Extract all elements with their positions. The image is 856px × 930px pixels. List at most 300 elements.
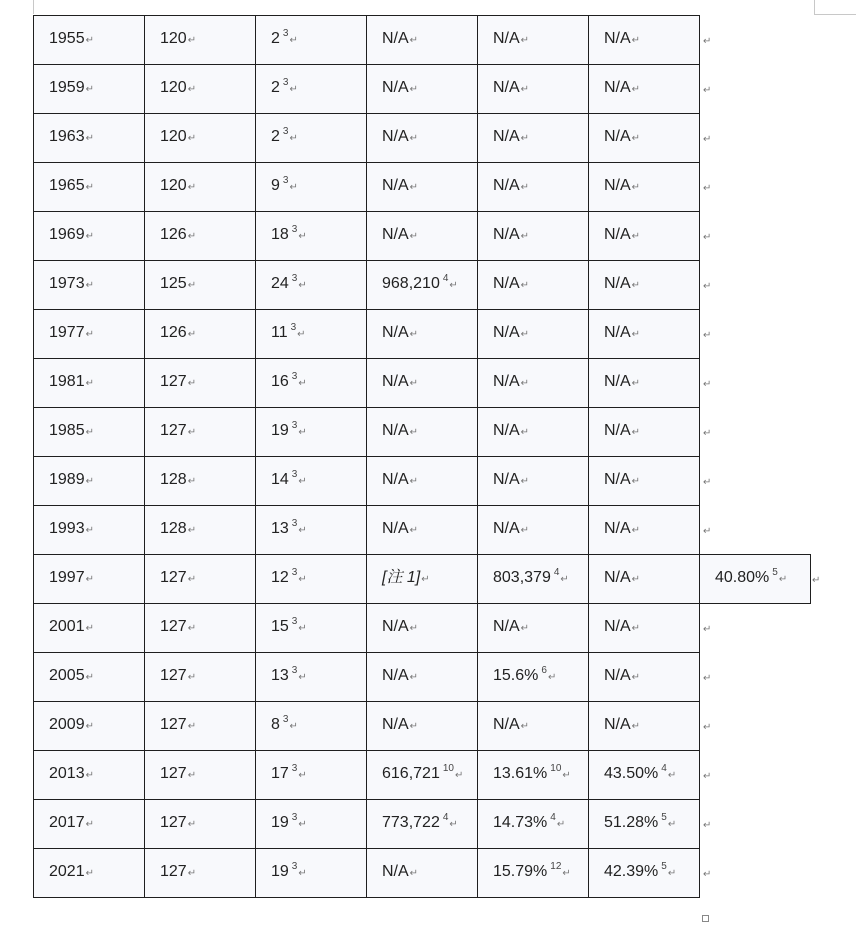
turnout-cell-text: N/A↵ xyxy=(604,373,641,390)
year-cell[interactable] xyxy=(34,212,145,261)
paragraph-mark: ↵ xyxy=(520,84,530,95)
value-cell-text: 24 $^3$↵ xyxy=(271,273,307,292)
paragraph-mark: ↵ xyxy=(298,280,307,291)
turnout-cell-text: N/A↵ xyxy=(604,471,641,488)
paragraph-mark: ↵ xyxy=(520,329,530,340)
share-cell-text: 14.73% $^4$↵ xyxy=(493,812,566,831)
year-cell[interactable] xyxy=(34,702,145,751)
paragraph-mark: ↵ xyxy=(187,476,197,487)
year-cell[interactable] xyxy=(34,653,145,702)
share-cell[interactable] xyxy=(478,212,589,261)
footnote-ref[interactable]: 3 xyxy=(291,763,298,774)
footnote-ref[interactable]: 3 xyxy=(291,665,298,676)
votes-cell-text: N/A↵ xyxy=(382,79,419,96)
seats-cell[interactable] xyxy=(145,751,256,800)
value-cell-text: 16 $^3$↵ xyxy=(271,371,307,390)
turnout-cell[interactable] xyxy=(589,212,700,261)
footnote-ref[interactable]: 10 xyxy=(550,763,562,774)
paragraph-mark: ↵ xyxy=(187,868,197,879)
turnout-cell[interactable] xyxy=(589,751,700,800)
footnote-ref[interactable]: 3 xyxy=(282,175,289,186)
share-cell[interactable] xyxy=(478,114,589,163)
year-cell-text: 2009↵ xyxy=(49,716,94,733)
table-row xyxy=(34,65,821,114)
value-cell-text: 2 $^3$↵ xyxy=(271,126,298,145)
end-of-row-mark: ↵ xyxy=(703,182,712,194)
seats-cell-text: 126↵ xyxy=(160,226,197,243)
votes-cell[interactable] xyxy=(367,114,478,163)
seats-cell[interactable] xyxy=(145,457,256,506)
share-cell[interactable] xyxy=(478,65,589,114)
footnote-ref[interactable]: 3 xyxy=(291,812,298,823)
paragraph-mark: ↵ xyxy=(520,231,530,242)
year-cell[interactable] xyxy=(34,457,145,506)
value-cell[interactable] xyxy=(256,506,367,555)
paragraph-mark: ↵ xyxy=(289,35,298,46)
table-row xyxy=(34,163,821,212)
seats-cell-text: 120↵ xyxy=(160,177,197,194)
seats-cell[interactable] xyxy=(145,506,256,555)
paragraph-mark: ↵ xyxy=(187,672,197,683)
share-cell[interactable] xyxy=(478,653,589,702)
votes-cell[interactable] xyxy=(367,212,478,261)
value-cell-text: 2 $^3$↵ xyxy=(271,28,298,47)
value-cell[interactable] xyxy=(256,849,367,898)
seats-cell[interactable] xyxy=(145,310,256,359)
paragraph-mark: ↵ xyxy=(187,525,197,536)
value-cell[interactable] xyxy=(256,16,367,65)
turnout-cell[interactable] xyxy=(589,261,700,310)
footnote-ref[interactable]: 6 xyxy=(541,665,547,676)
footnote-ref[interactable]: 4 xyxy=(661,763,667,774)
share-cell[interactable] xyxy=(478,408,589,457)
paragraph-mark: ↵ xyxy=(631,623,641,634)
end-of-row-mark: ↵ xyxy=(703,280,712,292)
table-row xyxy=(34,408,821,457)
turnout-cell-text: N/A↵ xyxy=(604,79,641,96)
footnote-ref[interactable]: 3 xyxy=(291,420,298,431)
seats-cell[interactable] xyxy=(145,114,256,163)
table-row xyxy=(34,555,821,604)
paragraph-mark: ↵ xyxy=(289,84,298,95)
share-cell[interactable] xyxy=(478,800,589,849)
value-cell[interactable] xyxy=(256,604,367,653)
turnout-cell[interactable] xyxy=(589,408,700,457)
paragraph-mark: ↵ xyxy=(298,378,307,389)
end-of-row-mark: ↵ xyxy=(703,672,712,684)
value-cell-text: 19 $^3$↵ xyxy=(271,861,307,880)
table-row xyxy=(34,457,821,506)
row-end-cell xyxy=(700,408,811,457)
paragraph-mark: ↵ xyxy=(298,574,307,585)
paragraph-mark: ↵ xyxy=(520,525,530,536)
paragraph-mark: ↵ xyxy=(85,819,94,830)
footnote-ref[interactable]: 4 xyxy=(442,812,449,823)
paragraph-mark: ↵ xyxy=(298,525,307,536)
paragraph-mark: ↵ xyxy=(298,427,307,438)
election-results-table[interactable] xyxy=(33,15,821,898)
page-corner-left xyxy=(33,0,34,14)
share-cell-text: N/A↵ xyxy=(493,716,530,733)
share-cell[interactable] xyxy=(478,261,589,310)
paragraph-mark: ↵ xyxy=(409,182,419,193)
turnout-cell[interactable] xyxy=(589,114,700,163)
year-cell-text: 2021↵ xyxy=(49,863,94,880)
row-end-cell xyxy=(700,457,811,506)
share-cell-text: N/A↵ xyxy=(493,324,530,341)
extra-cell-text: 40.80% $^5$↵ xyxy=(715,567,788,586)
year-cell[interactable] xyxy=(34,310,145,359)
end-of-row-mark: ↵ xyxy=(703,476,712,488)
seats-cell[interactable] xyxy=(145,261,256,310)
footnote-ref[interactable]: 5 xyxy=(772,567,778,578)
paragraph-mark: ↵ xyxy=(449,819,458,830)
turnout-cell[interactable] xyxy=(589,310,700,359)
seats-cell[interactable] xyxy=(145,653,256,702)
table-row xyxy=(34,359,821,408)
paragraph-mark: ↵ xyxy=(187,574,197,585)
year-cell-text: 1969↵ xyxy=(49,226,94,243)
table-row xyxy=(34,604,821,653)
paragraph-mark: ↵ xyxy=(298,623,307,634)
turnout-cell[interactable] xyxy=(589,849,700,898)
paragraph-mark: ↵ xyxy=(520,280,530,291)
votes-cell[interactable] xyxy=(367,653,478,702)
paragraph-mark: ↵ xyxy=(631,280,641,291)
footnote-ref[interactable]: 12 xyxy=(550,861,562,872)
end-of-row-mark: ↵ xyxy=(703,378,712,390)
seats-cell-text: 127↵ xyxy=(160,569,197,586)
value-cell[interactable] xyxy=(256,114,367,163)
footnote-ref[interactable]: 5 xyxy=(661,812,667,823)
year-cell[interactable] xyxy=(34,800,145,849)
value-cell[interactable] xyxy=(256,310,367,359)
paragraph-mark: ↵ xyxy=(667,770,677,781)
year-cell[interactable] xyxy=(34,261,145,310)
votes-cell-text: 773,722 $^4$↵ xyxy=(382,812,458,831)
paragraph-mark: ↵ xyxy=(187,819,197,830)
footnote-ref[interactable]: 3 xyxy=(282,126,289,137)
turnout-cell-text: 43.50% $^4$↵ xyxy=(604,763,677,782)
value-cell[interactable] xyxy=(256,163,367,212)
footnote-ref[interactable]: 3 xyxy=(291,469,298,480)
end-of-row-mark: ↵ xyxy=(703,84,712,96)
table-row xyxy=(34,310,821,359)
votes-cell-text: N/A↵ xyxy=(382,324,419,341)
paragraph-mark: ↵ xyxy=(520,182,530,193)
paragraph-mark: ↵ xyxy=(520,476,530,487)
footnote-ref[interactable]: 3 xyxy=(291,861,298,872)
share-cell[interactable] xyxy=(478,310,589,359)
votes-cell[interactable] xyxy=(367,310,478,359)
seats-cell[interactable] xyxy=(145,702,256,751)
paragraph-mark: ↵ xyxy=(520,427,530,438)
year-cell-text: 2005↵ xyxy=(49,667,94,684)
share-cell[interactable] xyxy=(478,16,589,65)
footnote-ref[interactable]: 4 xyxy=(442,273,449,284)
value-cell[interactable] xyxy=(256,457,367,506)
footnote-ref[interactable]: 3 xyxy=(291,616,298,627)
share-cell[interactable] xyxy=(478,163,589,212)
paragraph-mark: ↵ xyxy=(85,182,94,193)
end-of-row-mark: ↵ xyxy=(703,329,712,341)
votes-cell[interactable] xyxy=(367,359,478,408)
turnout-cell-text: 51.28% $^5$↵ xyxy=(604,812,677,831)
seats-cell-text: 127↵ xyxy=(160,422,197,439)
votes-cell[interactable] xyxy=(367,849,478,898)
paragraph-mark: ↵ xyxy=(631,525,641,536)
footnote-ref[interactable]: 5 xyxy=(661,861,667,872)
table-body xyxy=(34,16,821,898)
paragraph-mark: ↵ xyxy=(297,329,306,340)
year-cell[interactable] xyxy=(34,65,145,114)
paragraph-mark: ↵ xyxy=(85,84,94,95)
turnout-cell[interactable] xyxy=(589,800,700,849)
votes-cell-text: N/A↵ xyxy=(382,716,419,733)
paragraph-mark: ↵ xyxy=(409,231,419,242)
paragraph-mark: ↵ xyxy=(409,476,419,487)
year-cell[interactable] xyxy=(34,114,145,163)
seats-cell-text: 120↵ xyxy=(160,79,197,96)
row-end-cell xyxy=(700,261,811,310)
year-cell-text: 1959↵ xyxy=(49,79,94,96)
paragraph-mark: ↵ xyxy=(409,427,419,438)
value-cell[interactable] xyxy=(256,359,367,408)
paragraph-mark: ↵ xyxy=(631,182,641,193)
paragraph-mark: ↵ xyxy=(560,574,569,585)
paragraph-mark: ↵ xyxy=(520,721,530,732)
paragraph-mark: ↵ xyxy=(187,182,197,193)
paragraph-mark: ↵ xyxy=(85,280,94,291)
paragraph-mark: ↵ xyxy=(421,574,430,585)
seats-cell[interactable] xyxy=(145,604,256,653)
year-cell[interactable] xyxy=(34,163,145,212)
footnote-ref[interactable]: 10 xyxy=(442,763,454,774)
paragraph-mark: ↵ xyxy=(631,133,641,144)
value-cell-text: 8 $^3$↵ xyxy=(271,714,298,733)
value-cell[interactable] xyxy=(256,555,367,604)
footnote-ref[interactable]: 3 xyxy=(282,714,289,725)
share-cell-text: N/A↵ xyxy=(493,520,530,537)
votes-cell-text: N/A↵ xyxy=(382,422,419,439)
year-cell[interactable] xyxy=(34,751,145,800)
seats-cell[interactable] xyxy=(145,65,256,114)
seats-cell-text: 120↵ xyxy=(160,128,197,145)
share-cell[interactable] xyxy=(478,604,589,653)
votes-cell[interactable] xyxy=(367,261,478,310)
value-cell-text: 13 $^3$↵ xyxy=(271,665,307,684)
seats-cell-text: 125↵ xyxy=(160,275,197,292)
footnote-ref[interactable]: 4 xyxy=(553,567,560,578)
footnote-ref[interactable]: 3 xyxy=(291,518,298,529)
paragraph-mark: ↵ xyxy=(85,574,94,585)
paragraph-mark: ↵ xyxy=(187,35,197,46)
year-cell-text: 2017↵ xyxy=(49,814,94,831)
year-cell[interactable] xyxy=(34,359,145,408)
seats-cell-text: 128↵ xyxy=(160,520,197,537)
end-of-row-mark: ↵ xyxy=(703,770,712,782)
value-cell[interactable] xyxy=(256,702,367,751)
turnout-cell[interactable] xyxy=(589,359,700,408)
end-of-row-mark: ↵ xyxy=(703,525,712,537)
paragraph-mark: ↵ xyxy=(187,378,197,389)
table-row xyxy=(34,212,821,261)
row-end-cell xyxy=(700,849,811,898)
row-end-cell xyxy=(811,555,821,604)
paragraph-mark: ↵ xyxy=(520,133,530,144)
paragraph-mark: ↵ xyxy=(298,868,307,879)
seats-cell-text: 126↵ xyxy=(160,324,197,341)
votes-cell[interactable] xyxy=(367,16,478,65)
footnote-ref[interactable]: 3 xyxy=(282,77,289,88)
paragraph-mark: ↵ xyxy=(85,623,94,634)
votes-cell[interactable] xyxy=(367,604,478,653)
share-cell[interactable] xyxy=(478,555,589,604)
paragraph-mark: ↵ xyxy=(298,231,307,242)
votes-cell[interactable] xyxy=(367,457,478,506)
turnout-cell[interactable] xyxy=(589,16,700,65)
turnout-cell[interactable] xyxy=(589,65,700,114)
seats-cell[interactable] xyxy=(145,212,256,261)
turnout-cell-text: N/A↵ xyxy=(604,30,641,47)
footnote-ref[interactable]: 3 xyxy=(291,567,298,578)
table-resize-handle[interactable] xyxy=(702,915,709,922)
footnote-ref[interactable]: 3 xyxy=(291,371,298,382)
turnout-cell[interactable] xyxy=(589,506,700,555)
paragraph-mark: ↵ xyxy=(409,868,419,879)
paragraph-mark: ↵ xyxy=(631,574,641,585)
paragraph-mark: ↵ xyxy=(187,770,197,781)
paragraph-mark: ↵ xyxy=(409,35,419,46)
year-cell[interactable] xyxy=(34,16,145,65)
share-cell[interactable] xyxy=(478,849,589,898)
table-row xyxy=(34,506,821,555)
share-cell[interactable] xyxy=(478,506,589,555)
turnout-cell[interactable] xyxy=(589,702,700,751)
value-cell-text: 17 $^3$↵ xyxy=(271,763,307,782)
seats-cell-text: 127↵ xyxy=(160,667,197,684)
turnout-cell-text: N/A↵ xyxy=(604,422,641,439)
row-end-cell xyxy=(700,212,811,261)
end-of-row-mark: ↵ xyxy=(703,624,712,635)
votes-cell-text: N/A↵ xyxy=(382,226,419,243)
turnout-cell[interactable] xyxy=(589,604,700,653)
turnout-cell-text: N/A↵ xyxy=(604,618,641,635)
table-row xyxy=(34,702,821,751)
turnout-cell[interactable] xyxy=(589,555,700,604)
end-of-row-mark: ↵ xyxy=(703,231,712,243)
year-cell[interactable] xyxy=(34,849,145,898)
paragraph-mark: ↵ xyxy=(631,721,641,732)
footnote-ref[interactable]: 3 xyxy=(282,28,289,39)
table-row xyxy=(34,114,821,163)
seats-cell[interactable] xyxy=(145,408,256,457)
footnote-ref[interactable]: 3 xyxy=(290,322,297,333)
votes-cell-text: N/A↵ xyxy=(382,177,419,194)
row-end-cell xyxy=(700,702,811,751)
row-end-cell xyxy=(700,310,811,359)
share-cell-text: N/A↵ xyxy=(493,471,530,488)
value-cell[interactable] xyxy=(256,653,367,702)
turnout-cell-text: N/A↵ xyxy=(604,128,641,145)
paragraph-mark: ↵ xyxy=(289,721,298,732)
table-row xyxy=(34,16,821,65)
paragraph-mark: ↵ xyxy=(409,329,419,340)
row-end-cell xyxy=(700,163,811,212)
paragraph-mark: ↵ xyxy=(631,378,641,389)
paragraph-mark: ↵ xyxy=(556,819,566,830)
year-cell[interactable] xyxy=(34,506,145,555)
value-cell[interactable] xyxy=(256,800,367,849)
turnout-cell[interactable] xyxy=(589,163,700,212)
value-cell[interactable] xyxy=(256,65,367,114)
share-cell[interactable] xyxy=(478,457,589,506)
share-cell[interactable] xyxy=(478,751,589,800)
year-cell[interactable] xyxy=(34,604,145,653)
paragraph-mark: ↵ xyxy=(562,868,571,879)
votes-cell[interactable] xyxy=(367,163,478,212)
share-cell[interactable] xyxy=(478,359,589,408)
value-cell-text: 9 $^3$↵ xyxy=(271,175,298,194)
value-cell[interactable] xyxy=(256,261,367,310)
paragraph-mark: ↵ xyxy=(85,35,94,46)
value-cell-text: 11 $^3$↵ xyxy=(271,322,306,341)
extra-cell[interactable] xyxy=(700,555,811,604)
footnote-ref[interactable]: 3 xyxy=(291,224,298,235)
footnote-ref[interactable]: 4 xyxy=(550,812,556,823)
share-cell-text: N/A↵ xyxy=(493,422,530,439)
turnout-cell-text: N/A↵ xyxy=(604,520,641,537)
votes-cell[interactable] xyxy=(367,408,478,457)
footnote-ref[interactable]: 3 xyxy=(291,273,298,284)
paragraph-mark: ↵ xyxy=(631,427,641,438)
votes-cell[interactable] xyxy=(367,506,478,555)
year-cell[interactable] xyxy=(34,555,145,604)
paragraph-mark: ↵ xyxy=(520,623,530,634)
votes-cell[interactable] xyxy=(367,555,478,604)
seats-cell[interactable] xyxy=(145,163,256,212)
turnout-cell[interactable] xyxy=(589,653,700,702)
end-of-row-mark: ↵ xyxy=(812,574,821,586)
seats-cell[interactable] xyxy=(145,359,256,408)
paragraph-mark: ↵ xyxy=(298,476,307,487)
seats-cell[interactable] xyxy=(145,800,256,849)
value-cell[interactable] xyxy=(256,408,367,457)
seats-cell[interactable] xyxy=(145,16,256,65)
year-cell[interactable] xyxy=(34,408,145,457)
votes-cell[interactable] xyxy=(367,751,478,800)
paragraph-mark: ↵ xyxy=(298,770,307,781)
paragraph-mark: ↵ xyxy=(187,623,197,634)
paragraph-mark: ↵ xyxy=(547,672,557,683)
year-cell-text: 1963↵ xyxy=(49,128,94,145)
share-cell[interactable] xyxy=(478,702,589,751)
value-cell[interactable] xyxy=(256,212,367,261)
value-cell[interactable] xyxy=(256,751,367,800)
votes-cell-text: N/A↵ xyxy=(382,863,419,880)
seats-cell[interactable] xyxy=(145,849,256,898)
value-cell-text: 12 $^3$↵ xyxy=(271,567,307,586)
votes-cell[interactable] xyxy=(367,800,478,849)
paragraph-mark: ↵ xyxy=(85,525,94,536)
votes-cell[interactable] xyxy=(367,65,478,114)
votes-cell[interactable] xyxy=(367,702,478,751)
year-cell-text: 1955↵ xyxy=(49,30,94,47)
table-row xyxy=(34,849,821,898)
paragraph-mark: ↵ xyxy=(298,819,307,830)
seats-cell[interactable] xyxy=(145,555,256,604)
turnout-cell[interactable] xyxy=(589,457,700,506)
